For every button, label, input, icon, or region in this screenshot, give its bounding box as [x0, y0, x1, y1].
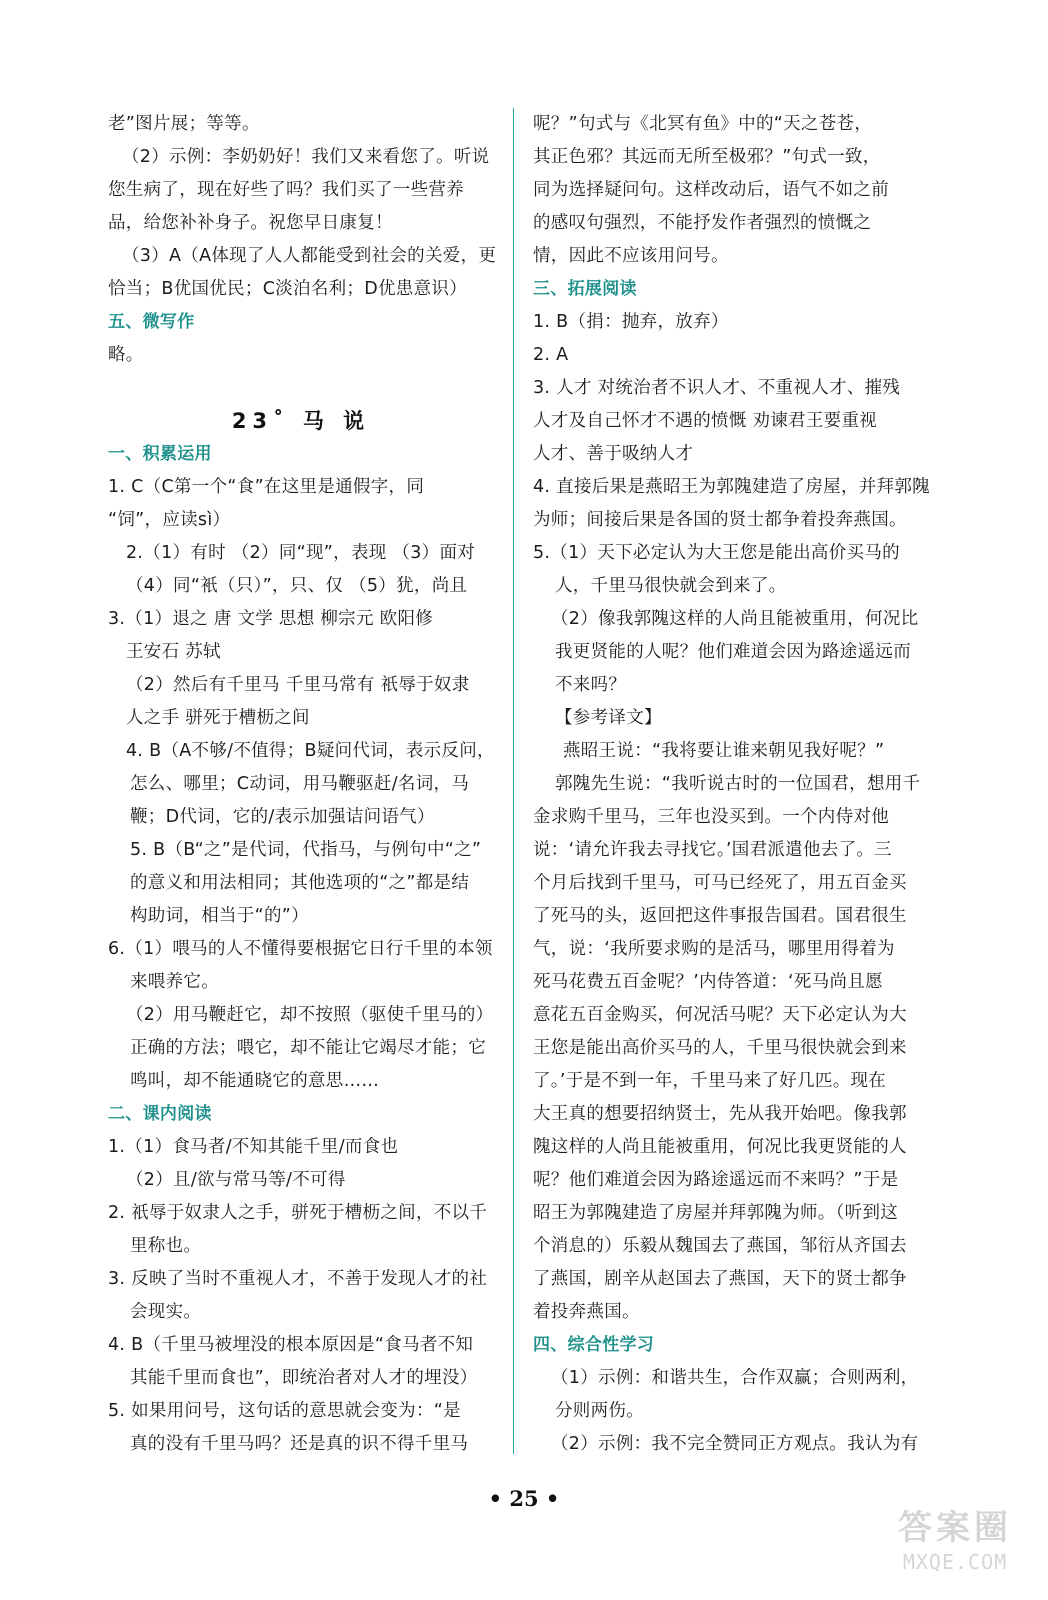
- text-line: 同为选择疑问句。这样改动后，语气不如之前: [533, 180, 889, 200]
- text-line: 王您是能出高价买马的人，千里马很快就会到来: [533, 1038, 907, 1058]
- text-line: 大王真的想要招纳贤士，先从我开始吧。像我郭: [533, 1104, 907, 1124]
- text-line: （2）像我郭隗这样的人尚且能被重用，何况比: [551, 609, 919, 629]
- text-line: 真的没有千里马吗？还是真的识不得千里马: [130, 1434, 469, 1454]
- text-line: 隗这样的人尚且能被重用，何况比我更贤能的人: [533, 1137, 907, 1157]
- text-line: 略。: [108, 345, 144, 365]
- text-line: （4）同“衹（只）”，只、仅 （5）犹，尚且: [126, 576, 468, 596]
- text-line: 1. C（C第一个“食”在这里是通假字，同: [108, 477, 425, 497]
- text-line: （2）示例：李奶奶好！我们又来看您了。听说: [122, 147, 490, 167]
- page-number: • 25 •: [488, 1486, 560, 1511]
- text-line: 说：‘请允许我去寻找它。’国君派遣他去了。三: [533, 840, 892, 860]
- text-line: 其能千里而食也”，即统治者对人才的埋没）: [130, 1368, 478, 1388]
- text-line: 【参考译文】: [555, 708, 662, 728]
- text-line: 燕昭王说：“我将要让谁来朝见我好呢？”: [563, 741, 885, 761]
- watermark-text: 答案圈: [898, 1508, 1012, 1548]
- text-line: 您生病了，现在好些了吗？我们买了一些营养: [108, 180, 464, 200]
- text-line: 了燕国，剧辛从赵国去了燕国，天下的贤士都争: [533, 1269, 907, 1289]
- column-divider: [513, 108, 514, 1454]
- text-line: 呢？他们难道会因为路途遥远而不来吗？”于是: [533, 1170, 899, 1190]
- text-line: 构助词，相当于“的”）: [130, 906, 309, 926]
- text-line: 6.（1）喂马的人不懂得要根据它日行千里的本领: [108, 939, 493, 959]
- text-line: 金求购千里马，三年也没买到。一个内侍对他: [533, 807, 889, 827]
- lesson-title: 23˚ 马 说: [231, 409, 371, 433]
- text-line: （2）示例：我不完全赞同正方观点。我认为有: [551, 1434, 919, 1454]
- text-line: 2. 祇辱于奴隶人之手，骈死于槽枥之间，不以千: [108, 1203, 488, 1223]
- text-line: “饲”，应读sì）: [108, 510, 231, 530]
- text-line: 其正色邪？其远而无所至极邪？”句式一致，: [533, 147, 881, 167]
- text-line: （2）然后有千里马 千里马常有 祇辱于奴隶: [126, 675, 470, 695]
- text-line: 分则两伤。: [555, 1401, 644, 1421]
- text-line: 1. B（捐：抛弃，放弃）: [533, 312, 729, 332]
- text-line: 正确的方法；喂它，却不能让它竭尽才能；它: [130, 1038, 486, 1058]
- text-line: 老”图片展；等等。: [108, 114, 260, 134]
- text-line: 气，说：‘我所要求购的是活马，哪里用得着为: [533, 939, 895, 959]
- text-line: 了。’于是不到一年，千里马来了好几匹。现在: [533, 1071, 887, 1091]
- text-line: 人才、善于吸纳人才: [533, 444, 694, 464]
- text-line: 了死马的头，返回把这件事报告国君。国君很生: [533, 906, 907, 926]
- text-line: 情，因此不应该用问号。: [533, 246, 729, 266]
- text-line: 我更贤能的人呢？他们难道会因为路途遥远而: [555, 642, 911, 662]
- text-line: 个消息的）乐毅从魏国去了燕国，邹衍从齐国去: [533, 1236, 907, 1256]
- text-line: 会现实。: [130, 1302, 202, 1322]
- text-line: 昭王为郭隗建造了房屋并拜郭隗为师。（听到这: [533, 1203, 899, 1223]
- text-line: 5. B（B“之”是代词，代指马，与例句中“之”: [130, 840, 482, 860]
- text-line: 4. 直接后果是燕昭王为郭隗建造了房屋，并拜郭隗: [533, 477, 930, 497]
- text-line: 5.（1）天下必定认为大王您是能出高价买马的: [533, 543, 900, 563]
- text-line: 的感叹句强烈，不能抒发作者强烈的愤慨之: [533, 213, 872, 233]
- watermark-logo: [880, 1506, 1030, 1586]
- text-line: 不来吗？: [555, 675, 627, 695]
- text-line: 4. B（千里马被埋没的根本原因是“食马者不知: [108, 1335, 474, 1355]
- text-line: 人，千里马很快就会到来了。: [555, 576, 787, 596]
- text-line: （1）示例：和谐共生，合作双赢；合则两利，: [551, 1368, 919, 1388]
- text-line: 为师；间接后果是各国的贤士都争着投奔燕国。: [533, 510, 907, 530]
- watermark-url: MXQE.COM: [902, 1550, 1008, 1574]
- text-line: 死马花费五百金呢？’内侍答道：‘死马尚且愿: [533, 972, 883, 992]
- text-line: 鞭；D代词，它的/表示加强诘问语气）: [130, 807, 435, 827]
- section-heading: 三、拓展阅读: [533, 279, 637, 299]
- text-line: 呢？”句式与《北冥有鱼》中的“天之苍苍，: [533, 114, 873, 134]
- text-line: 2.（1）有时 （2）同“现”，表现 （3）面对: [126, 543, 476, 563]
- text-line: 来喂养它。: [130, 972, 219, 992]
- text-line: 5. 如果用问号，这句话的意思就会变为：“是: [108, 1401, 461, 1421]
- text-line: （2）用马鞭赶它，却不按照（驱使千里马的）: [126, 1005, 494, 1025]
- text-line: 人才及自己怀才不遇的愤慨 劝谏君王要重视: [533, 411, 878, 431]
- text-line: 3. 反映了当时不重视人才，不善于发现人才的社: [108, 1269, 488, 1289]
- text-line: 3. 人才 对统治者不识人才、不重视人才、摧残: [533, 378, 901, 398]
- text-line: 郭隗先生说：“我听说古时的一位国君，想用千: [555, 774, 921, 794]
- section-heading: 五、微写作: [108, 312, 195, 332]
- text-line: 2. A: [533, 345, 569, 365]
- text-line: 3.（1）退之 唐 文学 思想 柳宗元 欧阳修: [108, 609, 434, 629]
- section-heading: 一、积累运用: [108, 444, 212, 464]
- text-line: 鸣叫，却不能通晓它的意思……: [130, 1071, 380, 1091]
- text-line: 4. B（A不够/不值得；B疑问代词，表示反问，: [126, 741, 495, 761]
- text-line: 1.（1）食马者/不知其能千里/而食也: [108, 1137, 399, 1157]
- text-line: 的意义和用法相同；其他选项的“之”都是结: [130, 873, 470, 893]
- text-line: 王安石 苏轼: [126, 642, 221, 662]
- text-line: 恰当；B优国优民；C淡泊名利；D优患意识）: [108, 279, 467, 299]
- text-line: 意花五百金购买，何况活马呢？天下必定认为大: [533, 1005, 907, 1025]
- text-line: 品，给您补补身子。祝您早日康复！: [108, 213, 393, 233]
- text-line: 着投奔燕国。: [533, 1302, 640, 1322]
- text-line: 个月后找到千里马，可马已经死了，用五百金买: [533, 873, 907, 893]
- text-line: 人之手 骈死于槽枥之间: [126, 708, 310, 728]
- text-line: （2）且/欲与常马等/不可得: [126, 1170, 346, 1190]
- section-heading: 二、课内阅读: [108, 1104, 212, 1124]
- text-line: 怎么、哪里；C动词，用马鞭驱赶/名词，马: [130, 774, 470, 794]
- text-line: （3）A（A体现了人人都能受到社会的关爱，更: [122, 246, 497, 266]
- text-line: 里称也。: [130, 1236, 202, 1256]
- section-heading: 四、综合性学习: [533, 1335, 655, 1355]
